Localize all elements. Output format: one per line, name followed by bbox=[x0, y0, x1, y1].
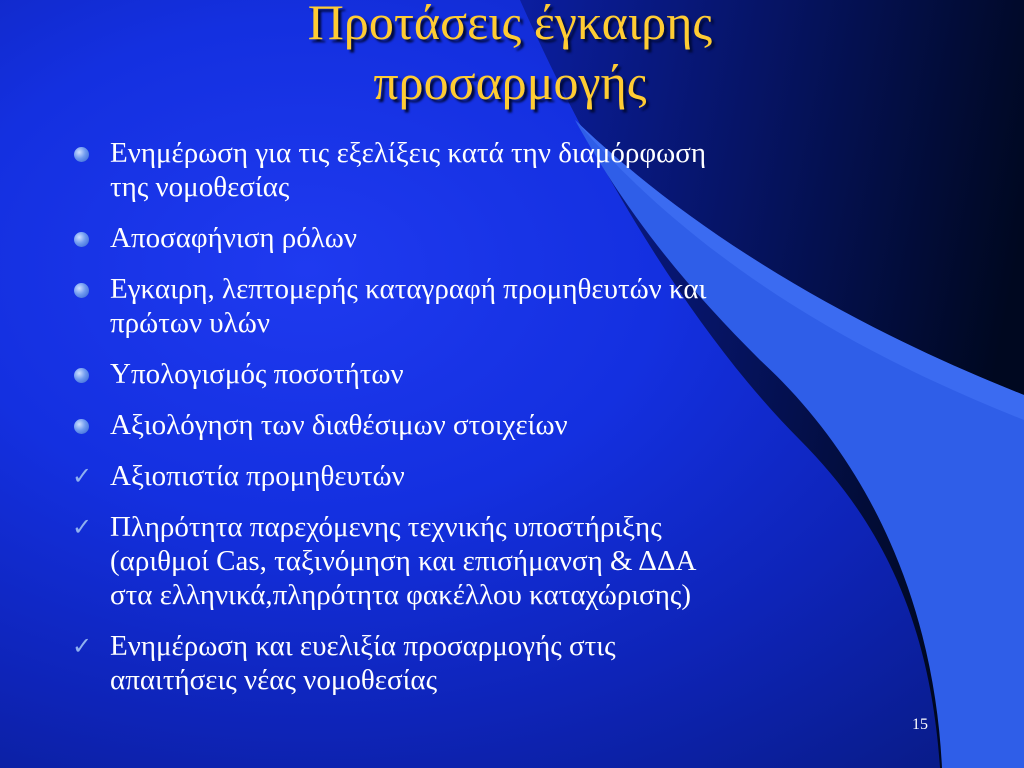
checkmark-bullet-icon bbox=[72, 459, 102, 493]
list-item-text: Υπολογισμός ποσοτήτων bbox=[110, 358, 404, 390]
bullet-list bbox=[72, 136, 942, 714]
list-item-text: (αριθμοί Cas, ταξινόμηση και επισήμανση & ΔΔΑ bbox=[110, 545, 697, 577]
list-item-text: Αποσαφήνιση ρόλων bbox=[110, 222, 358, 254]
dot-icon bbox=[74, 419, 89, 434]
list-item bbox=[72, 459, 942, 493]
dot-bullet-icon bbox=[72, 408, 102, 442]
page-number: 15 bbox=[912, 716, 928, 733]
list-item-text: Ενημέρωση και ευελιξία προσαρμογής στις bbox=[110, 630, 616, 662]
dot-icon bbox=[74, 232, 89, 247]
dot-bullet-icon bbox=[72, 136, 102, 170]
checkmark-icon: ✓ bbox=[72, 513, 93, 541]
title-line-2: προσαρμογής bbox=[373, 54, 647, 110]
list-item bbox=[72, 357, 942, 391]
list-item bbox=[72, 272, 942, 340]
checkmark-bullet-icon bbox=[72, 629, 102, 663]
title-line-1: Προτάσεις έγκαιρης bbox=[307, 0, 713, 50]
checkmark-icon: ✓ bbox=[72, 632, 93, 660]
checkmark-bullet-icon bbox=[72, 510, 102, 544]
list-item-text: Εγκαιρη, λεπτομερής καταγραφή προμηθευτών και bbox=[110, 273, 707, 305]
list-item bbox=[72, 136, 942, 204]
dot-bullet-icon bbox=[72, 357, 102, 391]
list-item bbox=[72, 221, 942, 255]
list-item-text: Αξιοπιστία προμηθευτών bbox=[110, 460, 405, 492]
list-item bbox=[72, 408, 942, 442]
list-item bbox=[72, 629, 942, 697]
list-item-text: πρώτων υλών bbox=[110, 307, 270, 339]
dot-bullet-icon bbox=[72, 272, 102, 306]
list-item-text: απαιτήσεις νέας νομοθεσίας bbox=[110, 664, 438, 696]
dot-icon bbox=[74, 147, 89, 162]
slide-title bbox=[130, 0, 890, 112]
list-item-text: Πληρότητα παρεχόμενης τεχνικής υποστήριξης bbox=[110, 511, 662, 543]
dot-icon bbox=[74, 368, 89, 383]
list-item-text: Ενημέρωση για τις εξελίξεις κατά την διαμόρφωση bbox=[110, 137, 707, 169]
dot-icon bbox=[74, 283, 89, 298]
list-item-text: στα ελληνικά,πληρότητα φακέλλου καταχώρισης) bbox=[110, 579, 692, 611]
dot-bullet-icon bbox=[72, 221, 102, 255]
list-item-text: Αξιολόγηση των διαθέσιμων στοιχείων bbox=[110, 409, 568, 441]
list-item bbox=[72, 510, 942, 612]
list-item-text: της νομοθεσίας bbox=[110, 171, 290, 203]
checkmark-icon: ✓ bbox=[72, 462, 93, 490]
